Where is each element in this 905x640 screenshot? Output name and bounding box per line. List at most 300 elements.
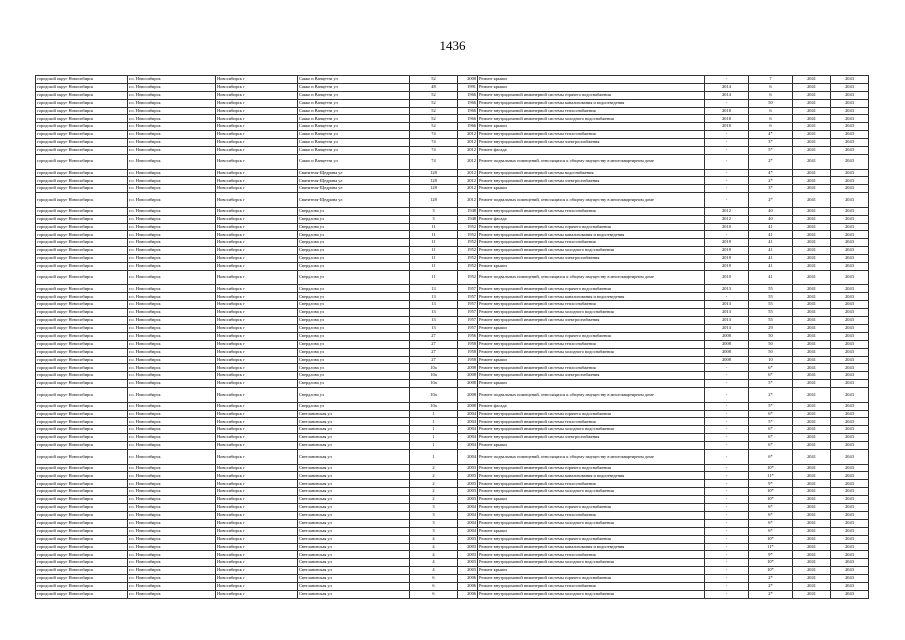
- cell-last-repair: -: [705, 472, 749, 480]
- cell-plan-end: 2043: [831, 207, 869, 215]
- cell-street: Свердлова ул: [298, 317, 410, 325]
- cell-district: г.о. Новосибирск: [128, 107, 216, 115]
- cell-plan-end: 2043: [831, 434, 869, 442]
- cell-city: Новосибирск г: [216, 247, 298, 255]
- table-row: [36, 332, 869, 340]
- cell-street: Святителя-Щедрина ул: [298, 193, 410, 208]
- cell-wear: 2*: [749, 193, 793, 208]
- cell-plan-end: 2043: [831, 511, 869, 519]
- cell-house: 1: [410, 450, 458, 465]
- table-row: [36, 388, 869, 403]
- cell-street: Светлановская ул: [298, 504, 410, 512]
- cell-last-repair: -: [705, 543, 749, 551]
- cell-plan-end: 2043: [831, 575, 869, 583]
- cell-work: Ремонт подвальных помещений, относящихся к общему имуществу в многоквартирном доме: [478, 154, 705, 169]
- cell-municipality: городской округ Новосибирск: [36, 301, 128, 309]
- cell-city: Новосибирск г: [216, 496, 298, 504]
- cell-city: Новосибирск г: [216, 410, 298, 418]
- cell-district: г.о. Новосибирск: [128, 91, 216, 99]
- table-row: [36, 434, 869, 442]
- cell-plan-end: 2043: [831, 99, 869, 107]
- cell-last-repair: -: [705, 442, 749, 450]
- table-row: [36, 426, 869, 434]
- table-row: [36, 123, 869, 131]
- cell-year: 2008: [458, 388, 478, 403]
- cell-house: 3: [410, 527, 458, 535]
- cell-municipality: городской округ Новосибирск: [36, 247, 128, 255]
- cell-plan-start: 2041: [793, 309, 831, 317]
- cell-district: г.о. Новосибирск: [128, 324, 216, 332]
- cell-district: г.о. Новосибирск: [128, 223, 216, 231]
- cell-work: Ремонт внутридомовой инженерной системы канализования и водоотведения: [478, 293, 705, 301]
- cell-street: Свердлова ул: [298, 340, 410, 348]
- cell-plan-end: 2043: [831, 543, 869, 551]
- cell-district: г.о. Новосибирск: [128, 83, 216, 91]
- cell-wear: 6*: [749, 511, 793, 519]
- cell-last-repair: 2010: [705, 239, 749, 247]
- cell-wear: 55: [749, 293, 793, 301]
- cell-district: г.о. Новосибирск: [128, 270, 216, 285]
- cell-plan-start: 2041: [793, 154, 831, 169]
- cell-city: Новосибирск г: [216, 115, 298, 123]
- cell-street: Светлановская ул: [298, 567, 410, 575]
- cell-plan-start: 2041: [793, 372, 831, 380]
- cell-year: 1966: [458, 91, 478, 99]
- cell-house: 74: [410, 154, 458, 169]
- table-row: [36, 372, 869, 380]
- cell-house: 3: [410, 511, 458, 519]
- cell-plan-end: 2043: [831, 223, 869, 231]
- cell-municipality: городской округ Новосибирск: [36, 380, 128, 388]
- cell-wear: 2*: [749, 154, 793, 169]
- table-row: [36, 309, 869, 317]
- cell-work: Ремонт внутридомовой инженерной системы теплоснабжения: [478, 582, 705, 590]
- cell-plan-end: 2043: [831, 496, 869, 504]
- cell-district: г.о. Новосибирск: [128, 356, 216, 364]
- cell-plan-start: 2041: [793, 380, 831, 388]
- cell-year: 2008: [458, 76, 478, 84]
- cell-plan-start: 2041: [793, 285, 831, 293]
- cell-last-repair: -: [705, 410, 749, 418]
- cell-district: г.о. Новосибирск: [128, 511, 216, 519]
- cell-city: Новосибирск г: [216, 76, 298, 84]
- cell-street: Сакко и Ванцетти ул: [298, 154, 410, 169]
- cell-city: Новосибирск г: [216, 559, 298, 567]
- cell-city: Новосибирск г: [216, 309, 298, 317]
- cell-house: 11: [410, 255, 458, 263]
- cell-plan-end: 2043: [831, 590, 869, 598]
- cell-work: Ремонт крыши: [478, 496, 705, 504]
- table-row: [36, 348, 869, 356]
- cell-last-repair: 2012: [705, 207, 749, 215]
- cell-street: Свердлова ул: [298, 207, 410, 215]
- cell-wear: 2*: [749, 590, 793, 598]
- cell-city: Новосибирск г: [216, 348, 298, 356]
- cell-year: 2008: [458, 380, 478, 388]
- cell-last-repair: -: [705, 488, 749, 496]
- cell-house: 11: [410, 231, 458, 239]
- table-row: [36, 527, 869, 535]
- cell-work: Ремонт внутридомовой инженерной системы холодного водоснабжения: [478, 488, 705, 496]
- cell-municipality: городской округ Новосибирск: [36, 293, 128, 301]
- cell-municipality: городской округ Новосибирск: [36, 332, 128, 340]
- cell-plan-end: 2043: [831, 185, 869, 193]
- cell-plan-start: 2041: [793, 511, 831, 519]
- table-row: [36, 147, 869, 155]
- cell-work: Ремонт фасада: [478, 147, 705, 155]
- cell-street: Свердлова ул: [298, 255, 410, 263]
- table-row: [36, 193, 869, 208]
- cell-district: г.о. Новосибирск: [128, 426, 216, 434]
- cell-district: г.о. Новосибирск: [128, 543, 216, 551]
- cell-street: Светлановская ул: [298, 464, 410, 472]
- cell-last-repair: 2014: [705, 83, 749, 91]
- cell-house: 13: [410, 293, 458, 301]
- table-row: [36, 543, 869, 551]
- table-row: [36, 535, 869, 543]
- cell-plan-start: 2041: [793, 123, 831, 131]
- cell-municipality: городской округ Новосибирск: [36, 364, 128, 372]
- cell-wear: 6*: [749, 450, 793, 465]
- cell-last-repair: -: [705, 388, 749, 403]
- cell-street: Светлановская ул: [298, 496, 410, 504]
- cell-year: 2004: [458, 527, 478, 535]
- cell-wear: 41: [749, 263, 793, 271]
- cell-street: Светлановская ул: [298, 511, 410, 519]
- cell-plan-end: 2043: [831, 309, 869, 317]
- cell-district: г.о. Новосибирск: [128, 255, 216, 263]
- cell-work: Ремонт крыши: [478, 263, 705, 271]
- cell-street: Свердлова ул: [298, 356, 410, 364]
- cell-last-repair: -: [705, 372, 749, 380]
- cell-plan-end: 2043: [831, 527, 869, 535]
- cell-plan-start: 2041: [793, 177, 831, 185]
- table-row: [36, 575, 869, 583]
- table-row: [36, 317, 869, 325]
- cell-wear: 55: [749, 301, 793, 309]
- cell-city: Новосибирск г: [216, 185, 298, 193]
- cell-house: 52: [410, 99, 458, 107]
- cell-municipality: городской округ Новосибирск: [36, 496, 128, 504]
- cell-work: Ремонт внутридомовой инженерной системы теплоснабжения: [478, 301, 705, 309]
- cell-year: 2004: [458, 434, 478, 442]
- cell-year: 2012: [458, 169, 478, 177]
- cell-municipality: городской округ Новосибирск: [36, 418, 128, 426]
- cell-house: 27: [410, 348, 458, 356]
- cell-year: 2003: [458, 496, 478, 504]
- cell-wear: 50: [749, 340, 793, 348]
- cell-street: Сакко и Ванцетти ул: [298, 76, 410, 84]
- cell-last-repair: -: [705, 527, 749, 535]
- cell-plan-start: 2041: [793, 115, 831, 123]
- cell-municipality: городской округ Новосибирск: [36, 559, 128, 567]
- table-row: [36, 340, 869, 348]
- table-row: [36, 154, 869, 169]
- cell-plan-start: 2041: [793, 567, 831, 575]
- cell-house: 11: [410, 239, 458, 247]
- cell-wear: 5*: [749, 402, 793, 410]
- cell-year: 2012: [458, 131, 478, 139]
- cell-work: Ремонт подвальных помещений, относящихся к общему имуществу в многоквартирном доме: [478, 450, 705, 465]
- cell-year: 1958: [458, 340, 478, 348]
- repair-schedule-table: [35, 75, 869, 599]
- cell-municipality: городской округ Новосибирск: [36, 527, 128, 535]
- cell-district: г.о. Новосибирск: [128, 239, 216, 247]
- cell-work: Ремонт внутридомовой инженерной системы теплоснабжения: [478, 131, 705, 139]
- cell-house: 1: [410, 442, 458, 450]
- cell-municipality: городской округ Новосибирск: [36, 239, 128, 247]
- cell-district: г.о. Новосибирск: [128, 380, 216, 388]
- table-row: [36, 464, 869, 472]
- cell-street: Сакко и Ванцетти ул: [298, 131, 410, 139]
- cell-plan-start: 2041: [793, 504, 831, 512]
- cell-district: г.о. Новосибирск: [128, 559, 216, 567]
- cell-district: г.о. Новосибирск: [128, 519, 216, 527]
- cell-year: 2012: [458, 193, 478, 208]
- table-row: [36, 590, 869, 598]
- cell-street: Светлановская ул: [298, 434, 410, 442]
- cell-house: 48: [410, 83, 458, 91]
- cell-municipality: городской округ Новосибирск: [36, 107, 128, 115]
- cell-city: Новосибирск г: [216, 177, 298, 185]
- cell-house: 10а: [410, 388, 458, 403]
- cell-work: Ремонт крыши: [478, 567, 705, 575]
- cell-municipality: городской округ Новосибирск: [36, 426, 128, 434]
- cell-plan-start: 2041: [793, 91, 831, 99]
- cell-year: 1948: [458, 207, 478, 215]
- cell-year: 1966: [458, 107, 478, 115]
- cell-plan-end: 2043: [831, 231, 869, 239]
- cell-street: Сакко и Ванцетти ул: [298, 115, 410, 123]
- cell-district: г.о. Новосибирск: [128, 410, 216, 418]
- cell-city: Новосибирск г: [216, 364, 298, 372]
- cell-work: Ремонт внутридомовой инженерной системы электроснабжения: [478, 434, 705, 442]
- cell-street: Свердлова ул: [298, 293, 410, 301]
- cell-street: Свердлова ул: [298, 285, 410, 293]
- cell-street: Светлановская ул: [298, 450, 410, 465]
- cell-street: Свердлова ул: [298, 348, 410, 356]
- cell-plan-start: 2041: [793, 147, 831, 155]
- cell-street: Сакко и Ванцетти ул: [298, 91, 410, 99]
- cell-work: Ремонт внутридомовой инженерной системы водоснабжения: [478, 169, 705, 177]
- cell-city: Новосибирск г: [216, 169, 298, 177]
- cell-work: Ремонт внутридомовой инженерной системы теплоснабжения: [478, 340, 705, 348]
- cell-municipality: городской округ Новосибирск: [36, 450, 128, 465]
- cell-district: г.о. Новосибирск: [128, 332, 216, 340]
- cell-street: Светлановская ул: [298, 410, 410, 418]
- cell-house: 27: [410, 356, 458, 364]
- cell-street: Свердлова ул: [298, 215, 410, 223]
- table-row: [36, 519, 869, 527]
- cell-city: Новосибирск г: [216, 340, 298, 348]
- cell-street: Светлановская ул: [298, 535, 410, 543]
- cell-plan-end: 2043: [831, 442, 869, 450]
- cell-work: Ремонт подвальных помещений, относящихся к общему имуществу в многоквартирном доме: [478, 270, 705, 285]
- cell-city: Новосибирск г: [216, 434, 298, 442]
- table-row: [36, 402, 869, 410]
- cell-district: г.о. Новосибирск: [128, 567, 216, 575]
- cell-city: Новосибирск г: [216, 139, 298, 147]
- cell-plan-end: 2043: [831, 263, 869, 271]
- cell-wear: 10*: [749, 535, 793, 543]
- cell-municipality: городской округ Новосибирск: [36, 519, 128, 527]
- cell-house: 128: [410, 169, 458, 177]
- table-row: [36, 263, 869, 271]
- cell-last-repair: 2008: [705, 340, 749, 348]
- cell-year: 2003: [458, 464, 478, 472]
- cell-last-repair: -: [705, 464, 749, 472]
- table-row: [36, 115, 869, 123]
- cell-plan-end: 2043: [831, 402, 869, 410]
- cell-wear: 5*: [749, 418, 793, 426]
- cell-wear: 6: [749, 83, 793, 91]
- cell-plan-start: 2041: [793, 480, 831, 488]
- cell-last-repair: 2008: [705, 332, 749, 340]
- cell-plan-start: 2041: [793, 223, 831, 231]
- cell-house: 11: [410, 263, 458, 271]
- cell-plan-start: 2041: [793, 185, 831, 193]
- cell-year: 2008: [458, 372, 478, 380]
- cell-house: 11: [410, 270, 458, 285]
- cell-work: Ремонт внутридомовой инженерной системы канализования и водоотведения: [478, 543, 705, 551]
- cell-plan-end: 2043: [831, 348, 869, 356]
- cell-city: Новосибирск г: [216, 223, 298, 231]
- cell-last-repair: -: [705, 402, 749, 410]
- cell-plan-start: 2041: [793, 340, 831, 348]
- cell-wear: 9*: [749, 480, 793, 488]
- cell-street: Свердлова ул: [298, 372, 410, 380]
- cell-year: 2012: [458, 177, 478, 185]
- cell-street: Светлановская ул: [298, 442, 410, 450]
- cell-plan-start: 2041: [793, 535, 831, 543]
- cell-plan-start: 2041: [793, 527, 831, 535]
- cell-city: Новосибирск г: [216, 270, 298, 285]
- cell-municipality: городской округ Новосибирск: [36, 582, 128, 590]
- cell-plan-end: 2043: [831, 91, 869, 99]
- cell-wear: 4*: [749, 169, 793, 177]
- cell-district: г.о. Новосибирск: [128, 348, 216, 356]
- cell-year: 1952: [458, 223, 478, 231]
- cell-plan-start: 2041: [793, 559, 831, 567]
- cell-district: г.о. Новосибирск: [128, 504, 216, 512]
- cell-plan-end: 2043: [831, 464, 869, 472]
- cell-plan-start: 2041: [793, 317, 831, 325]
- cell-house: 4: [410, 559, 458, 567]
- cell-work: Ремонт внутридомовой инженерной системы горячего водоснабжения: [478, 535, 705, 543]
- cell-wear: 6*: [749, 426, 793, 434]
- cell-work: Ремонт внутридомовой инженерной системы канализования и водоотведения: [478, 231, 705, 239]
- cell-year: 2012: [458, 154, 478, 169]
- cell-plan-end: 2043: [831, 388, 869, 403]
- cell-wear: 6*: [749, 364, 793, 372]
- cell-year: 1957: [458, 301, 478, 309]
- cell-work: Ремонт внутридомовой инженерной системы теплоснабжения: [478, 107, 705, 115]
- cell-year: 2004: [458, 426, 478, 434]
- cell-municipality: городской округ Новосибирск: [36, 169, 128, 177]
- cell-street: Сакко и Ванцетти ул: [298, 99, 410, 107]
- cell-plan-end: 2043: [831, 340, 869, 348]
- cell-municipality: городской округ Новосибирск: [36, 76, 128, 84]
- cell-wear: 50: [749, 99, 793, 107]
- cell-house: 4: [410, 543, 458, 551]
- cell-last-repair: 2013: [705, 309, 749, 317]
- table-row: [36, 380, 869, 388]
- cell-plan-end: 2043: [831, 123, 869, 131]
- cell-city: Новосибирск г: [216, 464, 298, 472]
- cell-plan-end: 2043: [831, 480, 869, 488]
- cell-work: Ремонт крыши: [478, 527, 705, 535]
- cell-district: г.о. Новосибирск: [128, 76, 216, 84]
- cell-street: Светлановская ул: [298, 418, 410, 426]
- cell-work: Ремонт крыши: [478, 356, 705, 364]
- cell-plan-start: 2041: [793, 472, 831, 480]
- cell-city: Новосибирск г: [216, 231, 298, 239]
- cell-year: 2003: [458, 535, 478, 543]
- cell-year: 2003: [458, 480, 478, 488]
- cell-wear: 6: [749, 107, 793, 115]
- cell-last-repair: -: [705, 147, 749, 155]
- cell-house: 2: [410, 496, 458, 504]
- cell-street: Святителя-Щедрина ул: [298, 169, 410, 177]
- cell-street: Свердлова ул: [298, 301, 410, 309]
- cell-wear: 11*: [749, 472, 793, 480]
- table-row: [36, 551, 869, 559]
- cell-year: 2012: [458, 185, 478, 193]
- cell-wear: 2*: [749, 388, 793, 403]
- cell-house: 128: [410, 177, 458, 185]
- cell-last-repair: -: [705, 519, 749, 527]
- cell-municipality: городской округ Новосибирск: [36, 372, 128, 380]
- cell-wear: 5*: [749, 147, 793, 155]
- cell-district: г.о. Новосибирск: [128, 154, 216, 169]
- cell-municipality: городской округ Новосибирск: [36, 472, 128, 480]
- cell-municipality: городской округ Новосибирск: [36, 388, 128, 403]
- cell-house: 10а: [410, 372, 458, 380]
- cell-last-repair: 2010: [705, 247, 749, 255]
- cell-wear: 2*: [749, 575, 793, 583]
- cell-wear: 6*: [749, 434, 793, 442]
- cell-house: 27: [410, 332, 458, 340]
- table-row: [36, 301, 869, 309]
- cell-plan-end: 2043: [831, 372, 869, 380]
- cell-last-repair: -: [705, 559, 749, 567]
- cell-work: Ремонт фасада: [478, 402, 705, 410]
- cell-work: Ремонт подвальных помещений, относящихся к общему имуществу в многоквартирном доме: [478, 193, 705, 208]
- cell-year: 1948: [458, 215, 478, 223]
- cell-last-repair: 2014: [705, 91, 749, 99]
- cell-last-repair: -: [705, 496, 749, 504]
- cell-year: 2004: [458, 519, 478, 527]
- cell-year: 2003: [458, 559, 478, 567]
- cell-plan-end: 2043: [831, 115, 869, 123]
- cell-wear: 41: [749, 270, 793, 285]
- cell-city: Новосибирск г: [216, 372, 298, 380]
- cell-year: 1957: [458, 285, 478, 293]
- cell-last-repair: 2013: [705, 324, 749, 332]
- cell-wear: 41: [749, 223, 793, 231]
- cell-house: 6: [410, 575, 458, 583]
- cell-district: г.о. Новосибирск: [128, 418, 216, 426]
- cell-district: г.о. Новосибирск: [128, 364, 216, 372]
- cell-year: 2012: [458, 147, 478, 155]
- cell-year: 2003: [458, 551, 478, 559]
- table-row: [36, 511, 869, 519]
- cell-plan-start: 2041: [793, 590, 831, 598]
- cell-year: 1952: [458, 263, 478, 271]
- cell-work: Ремонт внутридомовой инженерной системы горячего водоснабжения: [478, 223, 705, 231]
- cell-house: 13: [410, 285, 458, 293]
- cell-district: г.о. Новосибирск: [128, 123, 216, 131]
